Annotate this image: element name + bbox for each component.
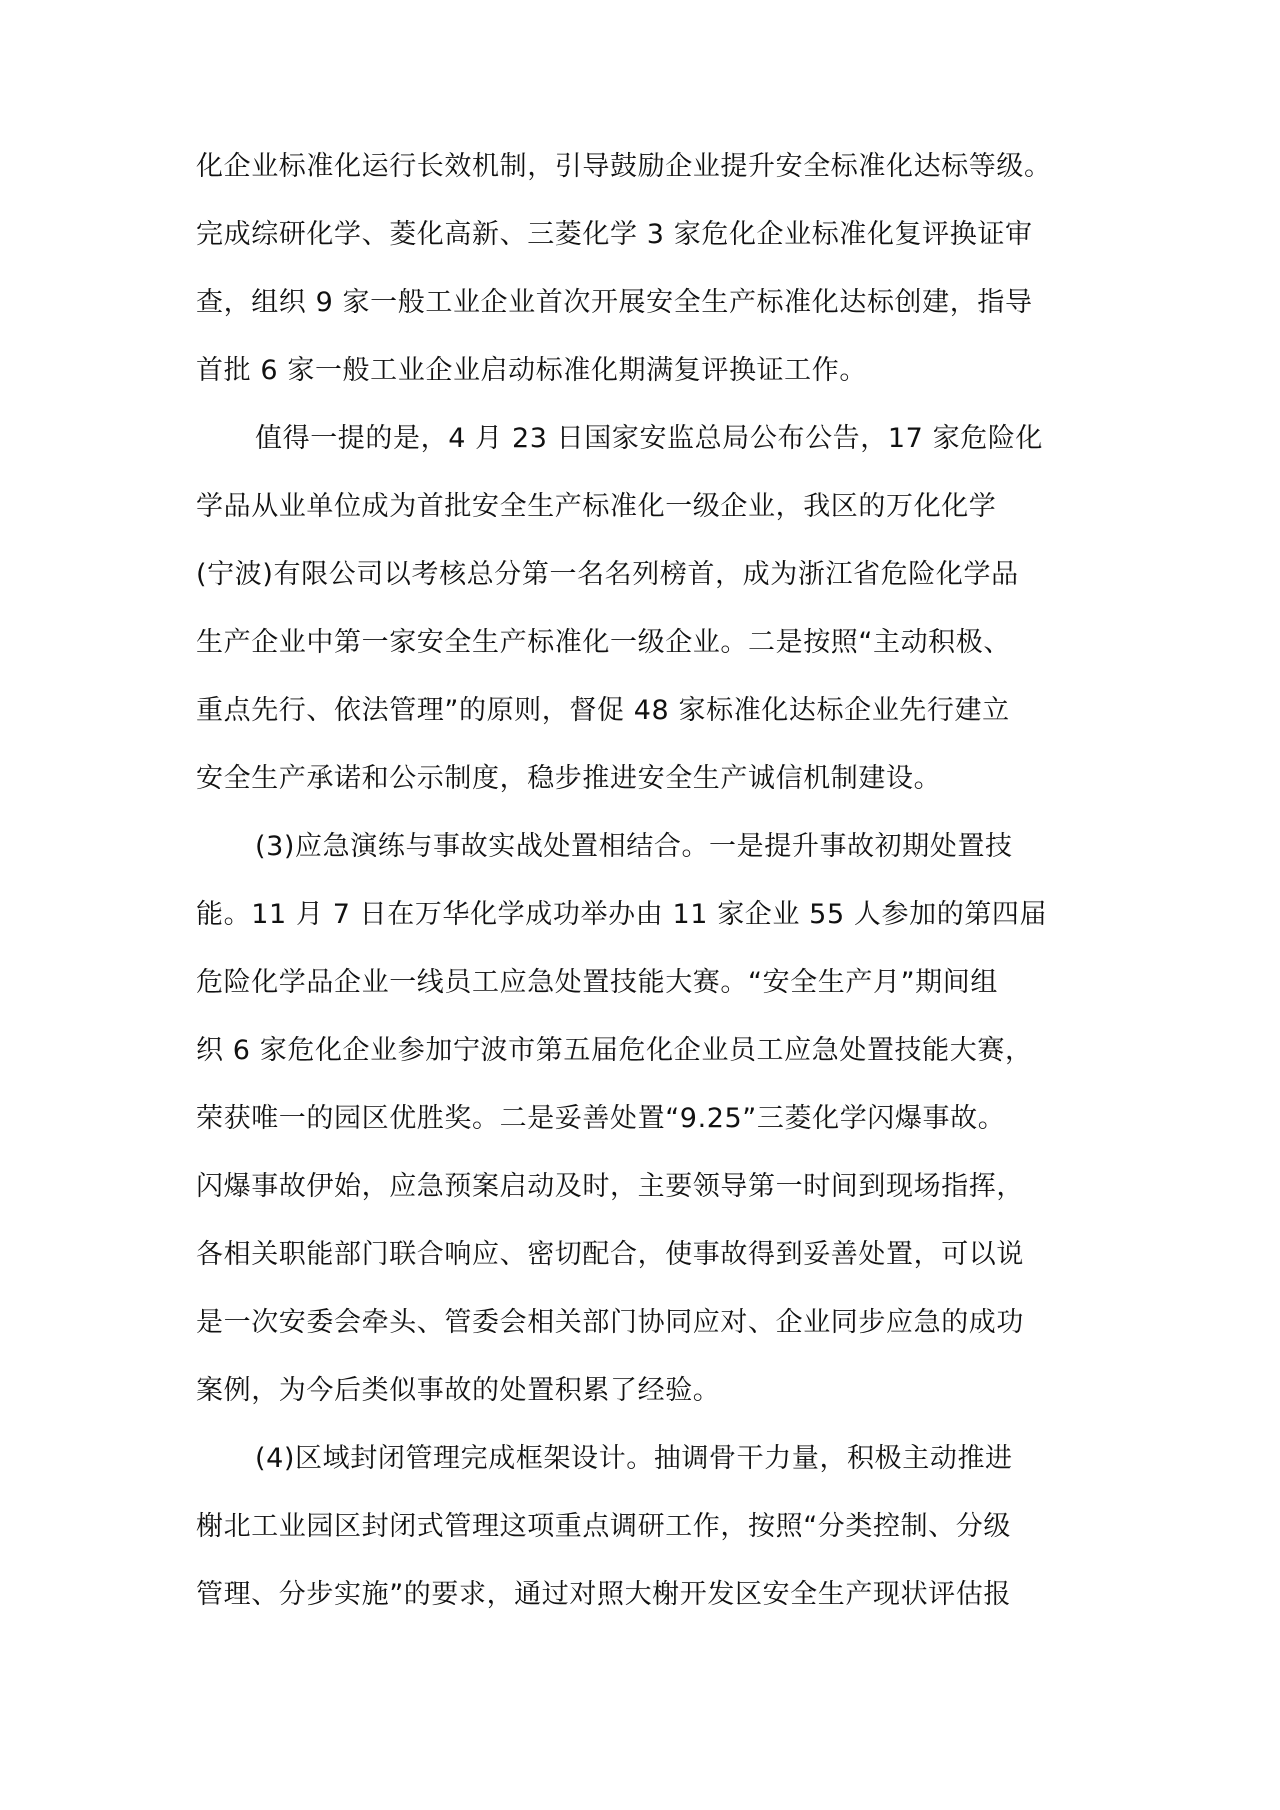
- text-line-7: (宁波)有限公司以考核总分第一名名列榜首，成为浙江省危险化学品: [196, 559, 1019, 590]
- text-line-4: 首批 6 家一般工业企业启动标准化期满复评换证工作。: [196, 355, 867, 386]
- text-line-8: 生产企业中第一家安全生产标准化一级企业。二是按照“主动积极、: [196, 627, 1011, 658]
- text-line-16: 闪爆事故伊始，应急预案启动及时，主要领导第一时间到现场指挥，: [196, 1171, 1024, 1202]
- text-line-15: 荣获唯一的园区优胜奖。二是妥善处置“9.25”三菱化学闪爆事故。: [196, 1103, 1006, 1134]
- text-line-21: 榭北工业园区封闭式管理这项重点调研工作，按照“分类控制、分级: [196, 1511, 1011, 1542]
- text-line-2: 完成综研化学、菱化高新、三菱化学 3 家危化企业标准化复评换证审: [196, 219, 1033, 250]
- text-line-3: 查，组织 9 家一般工业企业首次开展安全生产标准化达标创建，指导: [196, 287, 1033, 318]
- text-line-12: 能。11 月 7 日在万华化学成功举办由 11 家企业 55 人参加的第四届: [196, 899, 1048, 930]
- text-line-11: (3)应急演练与事故实战处置相结合。一是提升事故初期处置技: [255, 831, 1013, 862]
- text-line-22: 管理、分步实施”的要求，通过对照大榭开发区安全生产现状评估报: [196, 1579, 1011, 1610]
- text-line-9: 重点先行、依法管理”的原则，督促 48 家标准化达标企业先行建立: [196, 695, 1010, 726]
- text-line-1: 化企业标准化运行长效机制，引导鼓励企业提升安全标准化达标等级。: [196, 151, 1052, 182]
- text-line-20: (4)区域封闭管理完成框架设计。抽调骨干力量，积极主动推进: [255, 1443, 1013, 1474]
- text-line-17: 各相关职能部门联合响应、密切配合，使事故得到妥善处置，可以说: [196, 1239, 1024, 1270]
- text-line-10: 安全生产承诺和公示制度，稳步推进安全生产诚信机制建设。: [196, 763, 942, 794]
- text-line-14: 织 6 家危化企业参加宁波市第五届危化企业员工应急处置技能大赛，: [196, 1035, 1033, 1066]
- text-line-18: 是一次安委会牵头、管委会相关部门协同应对、企业同步应急的成功: [196, 1307, 1024, 1338]
- text-line-19: 案例，为今后类似事故的处置积累了经验。: [196, 1375, 721, 1406]
- text-line-13: 危险化学品企业一线员工应急处置技能大赛。“安全生产月”期间组: [196, 967, 998, 998]
- text-line-5: 值得一提的是，4 月 23 日国家安监总局公布公告，17 家危险化: [255, 423, 1044, 454]
- text-line-6: 学品从业单位成为首批安全生产标准化一级企业，我区的万化化学: [196, 491, 997, 522]
